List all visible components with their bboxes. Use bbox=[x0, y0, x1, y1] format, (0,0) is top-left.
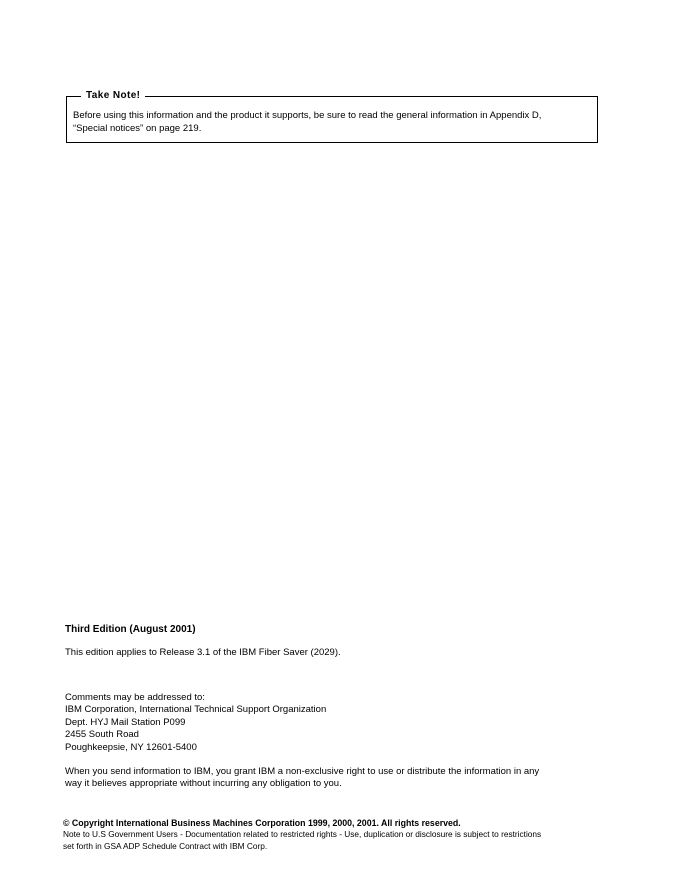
take-note-line: Before using this information and the product it supports, be sure to read the general information in Appendix D, bbox=[73, 110, 542, 121]
take-note-box bbox=[66, 90, 598, 143]
take-note-line: “Special notices” on page 219. bbox=[73, 123, 202, 134]
gov-note-line: Note to U.S Government Users - Documentation related to restricted rights - Use, duplication or disclosure is subject to restrictions bbox=[63, 829, 542, 839]
address-line: Dept. HYJ Mail Station P099 bbox=[65, 716, 186, 728]
gov-note-line: set forth in GSA ADP Schedule Contract with IBM Corp. bbox=[63, 840, 268, 851]
grant-paragraph bbox=[65, 766, 605, 791]
grant-line: When you send information to IBM, you grant IBM a non-exclusive right to use or distribute the information in any bbox=[65, 766, 540, 777]
copyright-notice: © Copyright International Business Machines Corporation 1999, 2000, 2001. All rights reserved. bbox=[63, 818, 461, 828]
address-line: Comments may be addressed to: bbox=[65, 692, 205, 703]
take-note-text bbox=[73, 109, 591, 135]
comments-address bbox=[65, 692, 326, 754]
grant-line: way it believes appropriate without incurring any obligation to you. bbox=[65, 778, 342, 790]
edition-heading: Third Edition (August 2001) bbox=[65, 624, 196, 635]
government-users-note bbox=[63, 829, 541, 852]
address-line: Poughkeepsie, NY 12601-5400 bbox=[65, 741, 197, 753]
address-line: IBM Corporation, International Technical Support Organization bbox=[65, 704, 327, 716]
take-note-title: Take Note! bbox=[81, 89, 145, 103]
edition-applies-text: This edition applies to Release 3.1 of the IBM Fiber Saver (2029). bbox=[65, 647, 341, 658]
address-line: 2455 South Road bbox=[65, 729, 139, 741]
